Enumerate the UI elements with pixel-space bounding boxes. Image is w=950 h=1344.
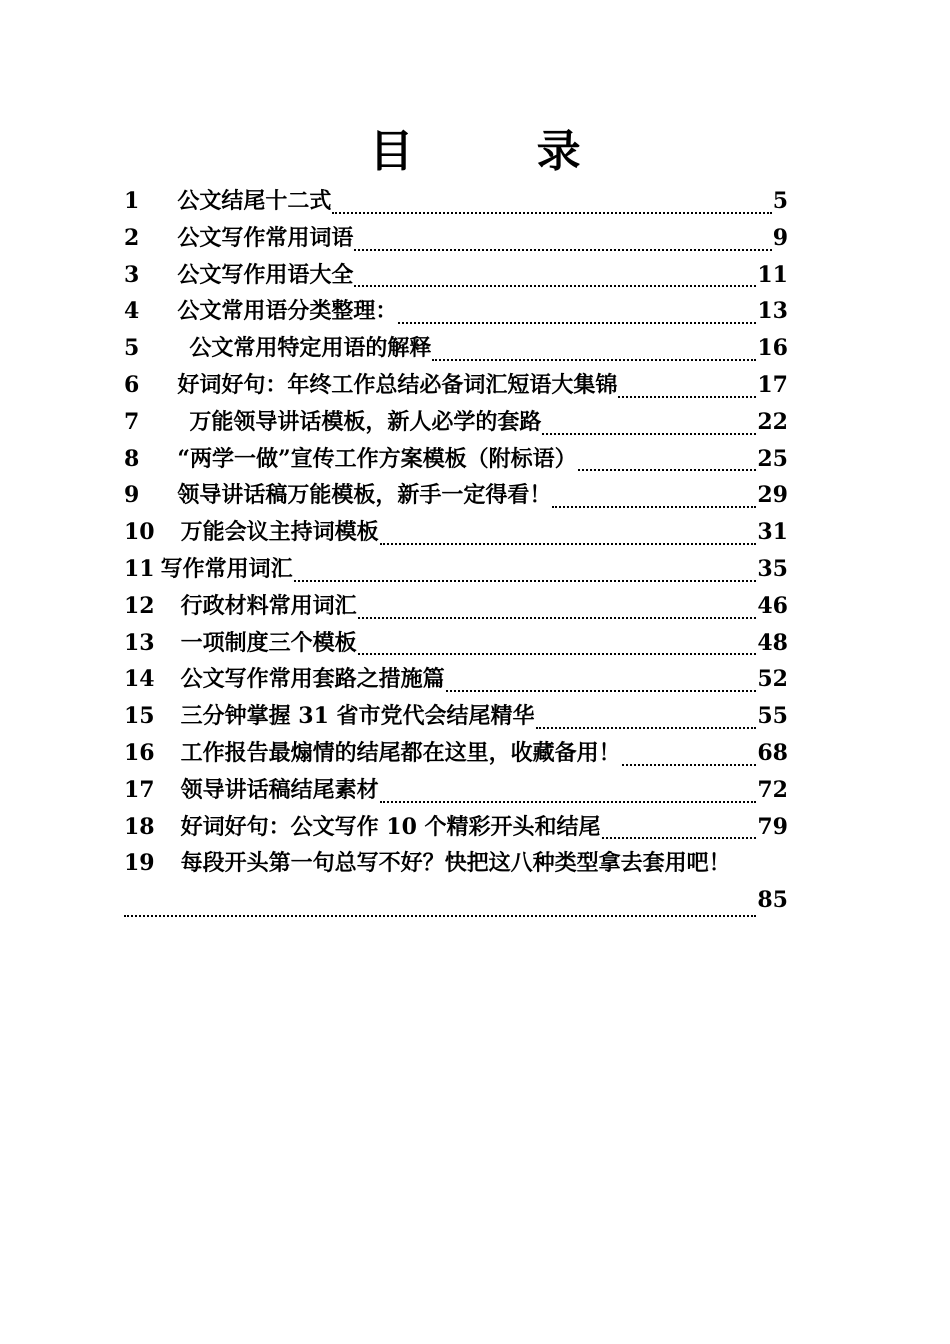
toc-entry-page: 46 <box>757 592 788 619</box>
toc-entry[interactable] <box>124 699 788 736</box>
toc-entry-page: 48 <box>757 629 788 656</box>
toc-entry[interactable] <box>124 405 788 442</box>
toc-entry[interactable] <box>124 442 788 479</box>
toc-entry-page: 31 <box>757 519 788 546</box>
toc-entry-page: 17 <box>757 371 788 398</box>
toc-entry-title: 公文常用语分类整理： <box>177 298 398 325</box>
toc-entry[interactable] <box>124 552 788 589</box>
dot-leader <box>354 249 771 251</box>
toc-entry-title: 万能会议主持词模板 <box>180 519 379 546</box>
toc-entry-number: 9 <box>124 482 140 509</box>
dot-leader <box>446 690 757 692</box>
toc-entry-page: 85 <box>757 887 788 914</box>
toc-entry-number: 4 <box>124 298 140 325</box>
dot-leader <box>618 396 756 398</box>
dot-leader <box>332 212 771 214</box>
toc-entry-number: 11 <box>124 555 155 582</box>
toc-entry-number: 15 <box>124 703 155 730</box>
dot-leader <box>358 617 757 619</box>
dot-leader <box>432 359 756 361</box>
toc-entry-page: 35 <box>757 555 788 582</box>
toc-entry-title: 三分钟掌握 31 省市党代会结尾精华 <box>180 703 535 730</box>
toc-entry[interactable] <box>124 662 788 699</box>
dot-leader <box>398 322 756 324</box>
toc-entry-title: 好词好句：年终工作总结必备词汇短语大集锦 <box>177 371 618 398</box>
toc-entry-title: 公文常用特定用语的解释 <box>189 335 432 362</box>
toc-entry-title: “两学一做”宣传工作方案模板（附标语） <box>177 445 577 472</box>
toc-entry-continuation[interactable] <box>124 887 788 924</box>
toc-entry-page: 68 <box>757 739 788 766</box>
toc-entry-number: 7 <box>124 408 140 435</box>
toc-entry-page: 55 <box>757 703 788 730</box>
toc-entry-title: 工作报告最煽情的结尾都在这里，收藏备用！ <box>180 739 621 766</box>
toc-entry-page: 79 <box>757 813 788 840</box>
toc-entry-number: 3 <box>124 261 140 288</box>
toc-entry-page: 52 <box>757 666 788 693</box>
toc-entry-number: 2 <box>124 224 140 251</box>
toc-entry-number: 19 <box>124 850 155 877</box>
dot-leader <box>552 506 756 508</box>
toc-entry-title: 每段开头第一句总写不好？快把这八种类型拿去套用吧！ <box>180 850 731 877</box>
toc-entry[interactable] <box>124 294 788 331</box>
toc-entry-title: 公文写作用语大全 <box>177 261 354 288</box>
toc-entry-number: 12 <box>124 592 155 619</box>
dot-leader <box>354 285 756 287</box>
toc-entry[interactable] <box>124 478 788 515</box>
toc-entry-page: 9 <box>772 224 788 251</box>
toc-entry[interactable] <box>124 810 788 847</box>
toc-entry-title: 公文写作常用套路之措施篇 <box>180 666 445 693</box>
toc-entry-number: 6 <box>124 371 140 398</box>
toc-entry-title: 公文结尾十二式 <box>177 188 332 214</box>
toc-entry-number: 17 <box>124 776 155 803</box>
toc-entry-title: 领导讲话稿结尾素材 <box>180 776 379 803</box>
toc-entry-number: 1 <box>124 188 140 214</box>
toc-entry[interactable] <box>124 626 788 663</box>
toc-entry-page: 5 <box>772 188 788 214</box>
toc-entry-page: 72 <box>757 776 788 803</box>
toc-entry-page: 13 <box>757 298 788 325</box>
dot-leader <box>536 727 757 729</box>
toc-entry[interactable] <box>124 736 788 773</box>
toc-entry[interactable] <box>124 773 788 810</box>
dot-leader <box>622 764 757 766</box>
toc-entry-page: 11 <box>757 261 788 288</box>
toc-entry-number: 8 <box>124 445 140 472</box>
toc-entry-number: 10 <box>124 519 155 546</box>
toc-entry-page: 16 <box>757 335 788 362</box>
dot-leader <box>380 543 757 545</box>
toc-list <box>124 184 788 924</box>
toc-entry-title: 好词好句：公文写作 10 个精彩开头和结尾 <box>180 813 601 840</box>
toc-entry[interactable] <box>124 515 788 552</box>
toc-entry[interactable] <box>124 589 788 626</box>
toc-entry-page: 25 <box>757 445 788 472</box>
dot-leader <box>380 801 757 803</box>
dot-leader <box>124 915 756 917</box>
dot-leader <box>578 469 757 471</box>
toc-entry-title: 行政材料常用词汇 <box>180 592 357 619</box>
toc-entry-number: 18 <box>124 813 155 840</box>
toc-entry-title: 一项制度三个模板 <box>180 629 357 656</box>
toc-entry[interactable] <box>124 184 788 221</box>
dot-leader <box>602 837 757 839</box>
dot-leader <box>358 653 757 655</box>
toc-entry-page: 22 <box>757 408 788 435</box>
toc-entry-page: 29 <box>757 482 788 509</box>
toc-entry-number: 13 <box>124 629 155 656</box>
dot-leader <box>294 580 757 582</box>
toc-entry-number: 16 <box>124 739 155 766</box>
toc-entry-number: 14 <box>124 666 155 693</box>
toc-entry-number: 5 <box>124 335 140 362</box>
toc-entry-title: 写作常用词汇 <box>160 555 293 582</box>
dot-leader <box>542 433 756 435</box>
toc-entry-title: 领导讲话稿万能模板，新手一定得看！ <box>177 482 552 509</box>
toc-entry[interactable] <box>124 846 788 883</box>
toc-entry-title: 万能领导讲话模板，新人必学的套路 <box>189 408 542 435</box>
toc-title: 目 录 <box>369 126 635 177</box>
toc-entry-title: 公文写作常用词语 <box>177 224 354 251</box>
toc-entry[interactable] <box>124 258 788 295</box>
toc-entry[interactable] <box>124 331 788 368</box>
toc-entry[interactable] <box>124 368 788 405</box>
toc-entry[interactable] <box>124 221 788 258</box>
